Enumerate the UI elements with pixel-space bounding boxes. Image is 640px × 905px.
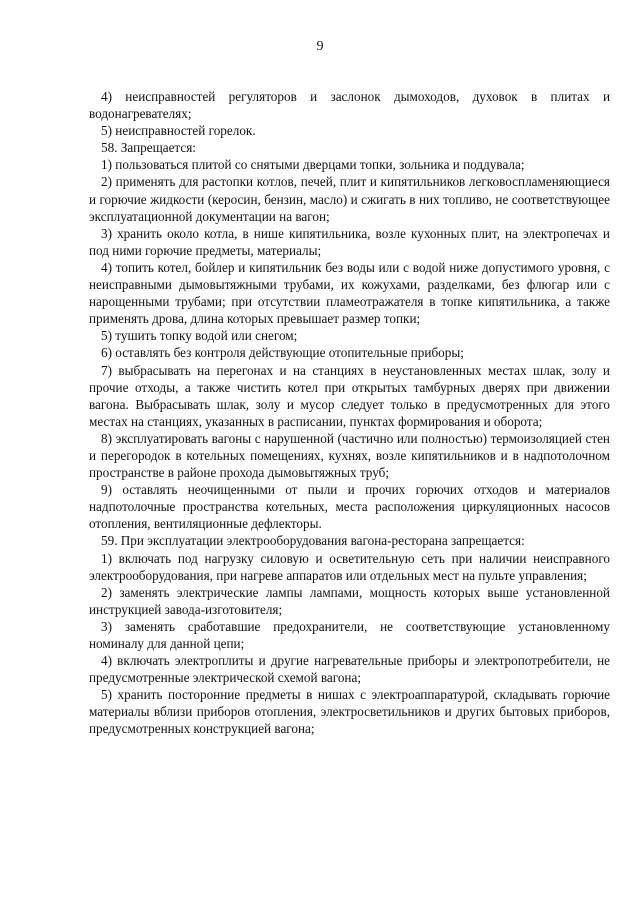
paragraph-59-4: 4) включать электроплиты и другие нагревательные приборы и электропотребители, не предусмотренные электрической схемой вагона; [89,653,610,686]
paragraph-prohibition-5: 5) неисправностей горелок. [101,123,256,139]
paragraph-58-2: 2) применять для растопки котлов, печей, плит и кипятильников легковоспламеняющиеся и горючие жидкости (керосин, бензин, масло) и сжигать в них топливо, не соответствующее эксплуатационной документации на вагон; [89,174,610,224]
paragraph-58-1: 1) пользоваться плитой со снятыми дверцами топки, зольника и поддувала; [101,157,525,173]
paragraph-58-9: 9) оставлять неочищенными от пыли и прочих горючих отходов и материалов надпотолочные пространства котельных, места расположения циркуляционных насосов отопления, вентиляционные дефлекторы. [89,482,610,532]
paragraph-58-8: 8) эксплуатировать вагоны с нарушенной (частично или полностью) термоизоляцией стен и перегородок в котельных помещениях, кухнях, возле кипятильников и в надпотолочном пространстве в районе прохода дымовытяжных труб; [89,430,610,481]
paragraph-59-1: 1) включать под нагрузку силовую и осветительную сеть при наличии неисправного электрооборудования, при нагреве аппаратов или отдельных мест на пульте управления; [89,550,610,583]
paragraph-58-7: 7) выбрасывать на перегонах и на станциях в неустановленных местах шлак, золу и прочие отходы, а также чистить котел при открытых тамбурных дверях при движении вагона. Выбрасывать шлак, золу и мусор следует только в предусмотренных для этого местах на станциях, указанных в расписании, пунктах формирования и оборота; [89,362,610,429]
section-58-heading: 58. Запрещается: [101,140,196,156]
document-body [89,88,610,738]
paragraph-58-5: 5) тушить топку водой или снегом; [101,328,298,344]
section-59-heading: 59. При эксплуатации электрооборудования вагона-ресторана запрещается: [101,533,525,549]
paragraph-59-5: 5) хранить посторонние предметы в нишах с электроаппаратурой, складывать горючие материалы вблизи приборов отопления, электросветильников и других бытовых приборов, предусмотренных конструкцией вагона; [89,687,610,737]
paragraph-58-6: 6) оставлять без контроля действующие отопительные приборы; [101,345,464,361]
paragraph-59-2: 2) заменять электрические лампы лампами, мощность которых выше установленной инструкцией завода-изготовителя; [89,584,610,617]
page-number: 9 [316,39,324,54]
paragraph-58-4: 4) топить котел, бойлер и кипятильник без воды или с водой ниже допустимого уровня, с неисправными дымовытяжными трубами, их кожухами, разделками, без флюгар или с нарощенными трубами; при отсутствии пламеотражателя в топке кипятильника, а также применять дрова, длина которых превышает размер топки; [89,259,610,327]
paragraph-59-3: 3) заменять сработавшие предохранители, не соответствующие установленному номиналу для данной цепи; [89,618,610,651]
paragraph-prohibition-4: 4) неисправностей регуляторов и заслонок дымоходов, духовок в плитах и водонагревателях; [89,89,610,122]
paragraph-58-3: 3) хранить около котла, в нише кипятильника, возле кухонных плит, на электропечах и под ними горючие предметы, материалы; [89,225,610,258]
